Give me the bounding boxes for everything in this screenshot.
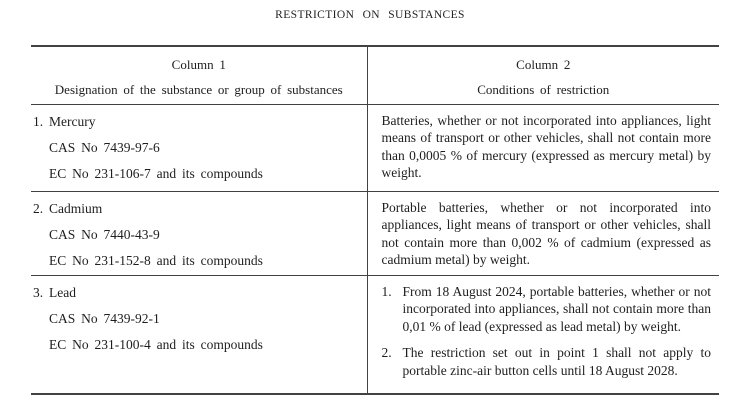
cas-number-line: CAS No 7440-43-9	[49, 226, 160, 242]
substance-cell-lead	[31, 275, 367, 394]
restriction-table	[31, 45, 719, 395]
condition-text: From 18 August 2024, portable batteries, whether or not incorporated into appliances, shall not contain more than 0,01 % of lead (expressed as lead metal) by weight.	[402, 283, 711, 334]
cas-number-line: CAS No 7439-92-1	[49, 310, 160, 326]
condition-text: The restriction set out in point 1 shall not apply to portable zinc-air button cells until 18 August 2028.	[402, 345, 711, 378]
condition-number: 1.	[381, 283, 392, 299]
substance-name-line	[33, 200, 357, 217]
condition-number: 2.	[381, 345, 392, 360]
conditions-cell-mercury	[367, 104, 719, 191]
column1-label: Column 1	[171, 57, 226, 72]
column2-header-cell	[367, 46, 719, 104]
table-header-row	[31, 46, 719, 104]
condition-text: Batteries, whether or not incorporated into appliances, light means of transport or other vehicles, shall not contain more than 0,0005 % of mercury (expressed as mercury metal) by weight.	[381, 112, 711, 180]
document-title: RESTRICTION ON SUBSTANCES	[275, 9, 465, 21]
conditions-cell-cadmium	[367, 191, 719, 275]
table-row-mercury	[31, 104, 719, 191]
substance-number: 2.	[33, 200, 44, 216]
table-row-cadmium	[31, 191, 719, 275]
cas-number-line: CAS No 7439-97-6	[49, 139, 160, 155]
substance-name-line	[33, 113, 357, 130]
condition-item-1	[382, 283, 712, 336]
column1-sublabel: Designation of the substance or group of substances	[54, 82, 343, 97]
ec-number-line: EC No 231-152-8 and its compounds	[49, 252, 263, 268]
conditions-cell-lead	[367, 275, 719, 394]
column2-sublabel: Conditions of restriction	[477, 82, 610, 97]
substance-number: 1.	[33, 113, 44, 129]
substance-name: Lead	[49, 284, 76, 300]
substance-name-line	[33, 284, 357, 301]
substance-number: 3.	[33, 284, 44, 300]
substance-name: Mercury	[49, 113, 96, 129]
substance-cell-mercury	[31, 104, 367, 191]
condition-text: Portable batteries, whether or not incorporated into appliances, light means of transport or other vehicles, shall not contain more than 0,002 % of cadmium (expressed as cadmium metal) by weight.	[381, 199, 711, 267]
condition-item-2	[382, 344, 712, 379]
substance-cell-cadmium	[31, 191, 367, 275]
ec-number-line: EC No 231-100-4 and its compounds	[49, 336, 263, 352]
substance-name: Cadmium	[49, 200, 103, 216]
column1-header-cell	[31, 46, 367, 104]
table-row-lead	[31, 275, 719, 394]
column2-label: Column 2	[516, 57, 571, 72]
ec-number-line: EC No 231-106-7 and its compounds	[49, 165, 263, 181]
